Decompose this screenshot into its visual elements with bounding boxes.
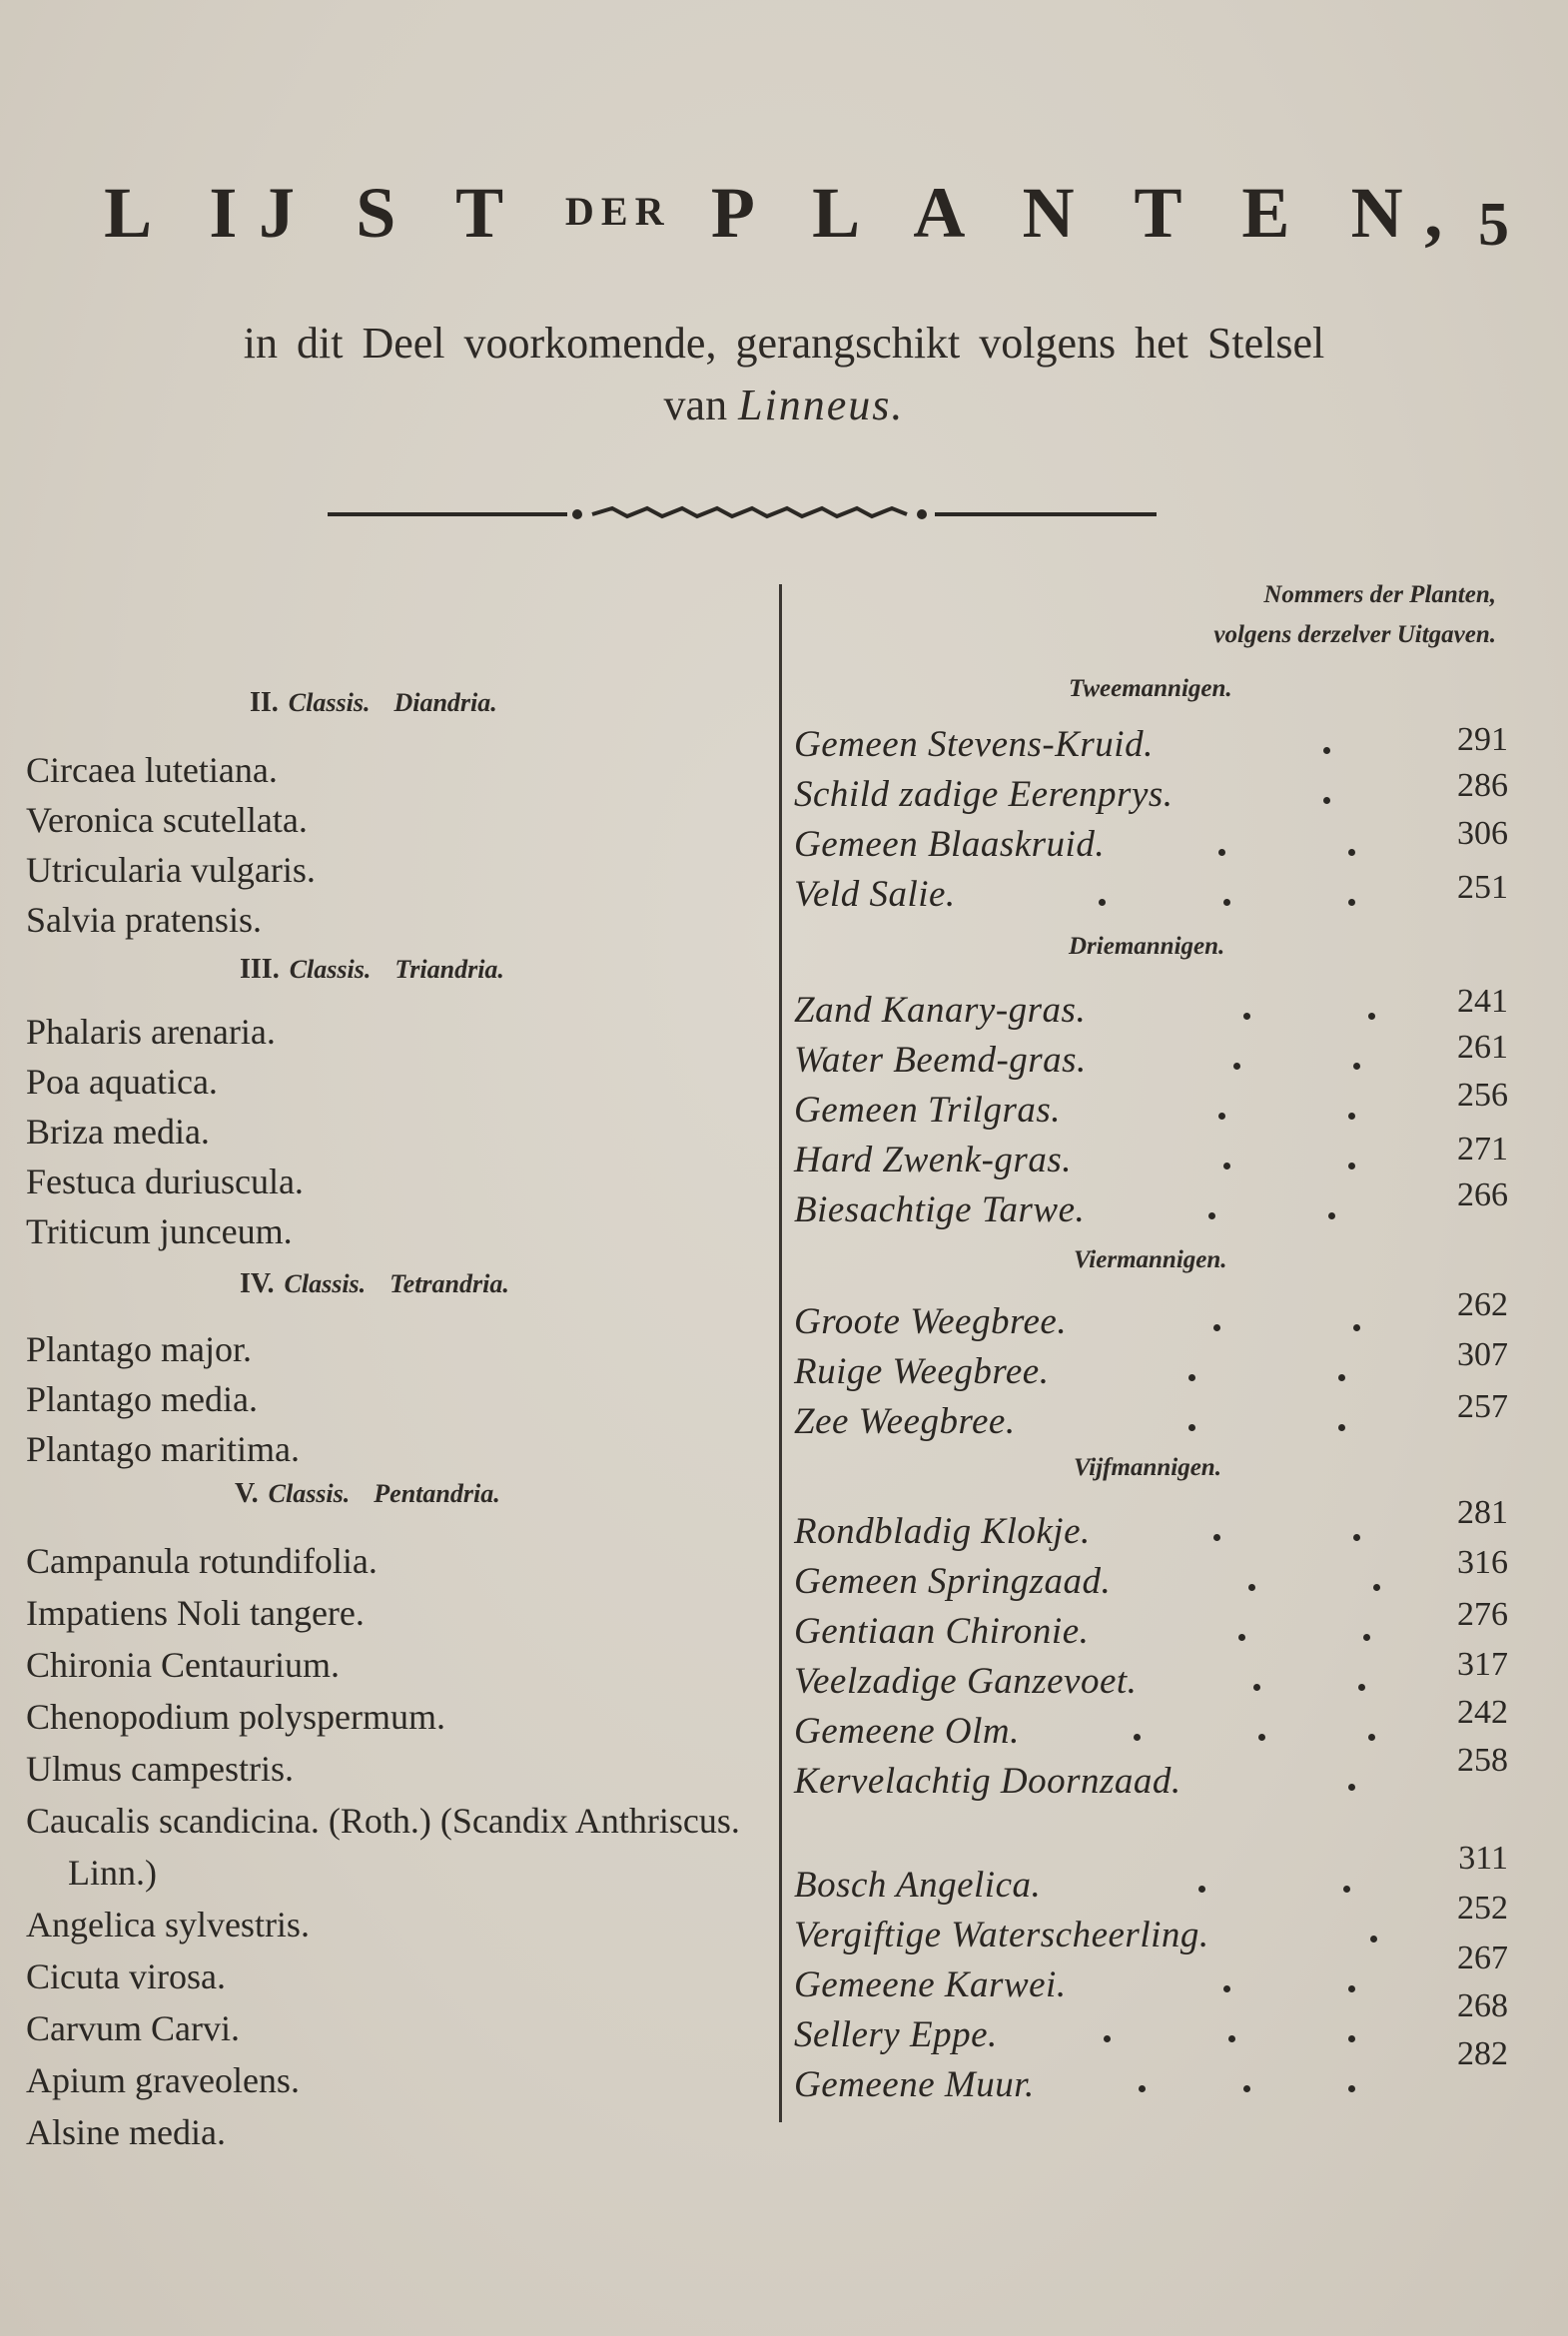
leader-dot <box>1213 1324 1220 1331</box>
class-heading: III. Classis. Triandria. <box>240 954 504 985</box>
page-title <box>0 172 1568 255</box>
leader-dot <box>1348 2085 1355 2092</box>
leader-dot <box>1188 1374 1195 1381</box>
leader-dot <box>1348 1985 1355 1992</box>
dutch-name: Ruige Weegbree. <box>794 1351 1050 1392</box>
leader-dot <box>1248 1584 1255 1591</box>
plant-number: 242 <box>1457 1694 1508 1731</box>
leader-dot <box>1323 797 1330 804</box>
leader-dot <box>1338 1424 1345 1431</box>
dutch-name: Gentiaan Chironie. <box>794 1611 1090 1652</box>
leader-dot <box>1233 1063 1240 1070</box>
plant-number: 252 <box>1457 1890 1508 1927</box>
leader-dot <box>1363 1634 1370 1641</box>
title-part-planten: P L A N T E N, <box>710 173 1464 253</box>
dutch-name: Gemeen Trilgras. <box>794 1090 1061 1131</box>
plant-number: 282 <box>1457 2035 1508 2072</box>
class-heading: II. Classis. Diandria. <box>250 687 497 718</box>
leader-dot <box>1228 2035 1235 2042</box>
plant-number: 262 <box>1457 1286 1508 1323</box>
subtitle-van: van <box>663 381 728 429</box>
dutch-name: Vergiftige Waterscheerling. <box>794 1915 1209 1955</box>
subtitle-linneus: Linneus. <box>738 381 905 429</box>
latin-name: Briza media. <box>26 1112 210 1152</box>
leader-dot <box>1353 1063 1360 1070</box>
latin-name: Caucalis scandicina. (Roth.) (Scandix Anthriscus. <box>26 1801 740 1841</box>
leader-dot <box>1139 2085 1146 2092</box>
latin-name: Plantago media. <box>26 1379 258 1419</box>
leader-dot <box>1134 1734 1141 1741</box>
leader-dot <box>1258 1734 1265 1741</box>
dutch-name: Veelzadige Ganzevoet. <box>794 1661 1138 1702</box>
leader-dot <box>1238 1634 1245 1641</box>
leader-dot <box>1328 1212 1335 1219</box>
leader-dot <box>1368 1734 1375 1741</box>
leader-dot <box>1348 1784 1355 1791</box>
leader-dot <box>1188 1424 1195 1431</box>
dutch-name: Water Beemd-gras. <box>794 1040 1087 1081</box>
title-part-lijst: L IJ S T <box>104 173 525 253</box>
subtitle-line-1: in dit Deel voorkomende, gerangschikt volgens het Stelsel <box>243 319 1325 368</box>
dutch-name: Gemeen Springzaad. <box>794 1561 1112 1602</box>
latin-name: Phalaris arenaria. <box>26 1012 276 1052</box>
latin-name: Impatiens Noli tangere. <box>26 1593 365 1633</box>
page-number: 5 <box>1478 191 1509 259</box>
plant-number: 268 <box>1457 1987 1508 2024</box>
dutch-name: Veld Salie. <box>794 874 956 915</box>
leader-dot <box>1353 1324 1360 1331</box>
plant-number: 271 <box>1457 1131 1508 1168</box>
ornamental-divider <box>328 499 1157 529</box>
latin-name: Circaea lutetiana. <box>26 750 278 790</box>
leader-dot <box>1368 1013 1375 1020</box>
leader-dot <box>1198 1886 1205 1893</box>
numbers-header-line-1: Nommers der Planten, <box>1263 581 1496 608</box>
group-heading: Tweemannigen. <box>1069 675 1232 702</box>
latin-name: Plantago maritima. <box>26 1429 300 1469</box>
group-heading: Driemannigen. <box>1069 933 1225 960</box>
plant-number: 317 <box>1457 1646 1508 1683</box>
leader-dot <box>1370 1936 1377 1943</box>
subtitle-line-2 <box>0 380 1568 430</box>
plant-number: 286 <box>1457 767 1508 804</box>
latin-name: Apium graveolens. <box>26 2060 300 2100</box>
dutch-name: Gemeene Karwei. <box>794 1964 1067 2005</box>
leader-dot <box>1358 1684 1365 1691</box>
plant-number: 256 <box>1457 1077 1508 1114</box>
dutch-name: Sellery Eppe. <box>794 2014 998 2055</box>
column-divider <box>779 584 782 2122</box>
dutch-name: Gemeen Blaaskruid. <box>794 824 1106 865</box>
dutch-name: Zand Kanary-gras. <box>794 990 1087 1031</box>
plant-number: 291 <box>1457 721 1508 758</box>
plant-number: 257 <box>1457 1388 1508 1425</box>
leader-dot <box>1104 2035 1111 2042</box>
dutch-name: Biesachtige Tarwe. <box>794 1189 1086 1230</box>
dutch-name: Kervelachtig Doornzaad. <box>794 1761 1181 1802</box>
plant-number: 261 <box>1457 1029 1508 1066</box>
leader-dot <box>1348 849 1355 856</box>
leader-dot <box>1373 1584 1380 1591</box>
numbers-header-line-2: volgens derzelver Uitgaven. <box>1213 621 1496 648</box>
latin-name: Veronica scutellata. <box>26 800 308 840</box>
title-part-der: DER <box>564 189 671 234</box>
leader-dot <box>1353 1534 1360 1541</box>
dutch-name: Groote Weegbree. <box>794 1301 1068 1342</box>
dutch-name: Gemeene Olm. <box>794 1711 1020 1752</box>
dutch-name: Gemeene Muur. <box>794 2064 1035 2105</box>
latin-name: Cicuta virosa. <box>26 1956 226 1996</box>
latin-name: Festuca duriuscula. <box>26 1162 304 1201</box>
latin-name: Ulmus campestris. <box>26 1749 294 1789</box>
latin-name: Plantago major. <box>26 1329 252 1369</box>
dutch-name: Bosch Angelica. <box>794 1865 1042 1906</box>
plant-number: 251 <box>1457 869 1508 906</box>
leader-dot <box>1343 1886 1350 1893</box>
group-heading: Vijfmannigen. <box>1074 1454 1221 1481</box>
leader-dot <box>1218 849 1225 856</box>
leader-dot <box>1208 1212 1215 1219</box>
leader-dot <box>1213 1534 1220 1541</box>
leader-dot <box>1218 1113 1225 1120</box>
dutch-name: Gemeen Stevens-Kruid. <box>794 724 1154 765</box>
leader-dot <box>1323 747 1330 754</box>
leader-dot <box>1253 1684 1260 1691</box>
group-heading: Viermannigen. <box>1074 1246 1227 1273</box>
leader-dot <box>1223 1985 1230 1992</box>
dutch-name: Rondbladig Klokje. <box>794 1511 1091 1552</box>
latin-name: Alsine media. <box>26 2112 226 2152</box>
latin-name: Salvia pratensis. <box>26 900 262 940</box>
plant-number: 241 <box>1457 983 1508 1020</box>
dutch-name: Hard Zwenk-gras. <box>794 1140 1072 1180</box>
latin-name: Chironia Centaurium. <box>26 1645 340 1685</box>
plant-number: 307 <box>1457 1336 1508 1373</box>
plant-number: 276 <box>1457 1596 1508 1633</box>
leader-dot <box>1348 1163 1355 1169</box>
leader-dot <box>1243 1013 1250 1020</box>
class-heading: IV. Classis. Tetrandria. <box>240 1268 509 1299</box>
leader-dot <box>1243 2085 1250 2092</box>
plant-number: 316 <box>1457 1544 1508 1581</box>
leader-dot <box>1099 899 1106 906</box>
latin-name: Chenopodium polyspermum. <box>26 1697 445 1737</box>
plant-number: 266 <box>1457 1176 1508 1213</box>
class-heading: V. Classis. Pentandria. <box>235 1478 500 1509</box>
dutch-name: Zee Weegbree. <box>794 1401 1016 1442</box>
leader-dot <box>1348 899 1355 906</box>
latin-name: Triticum junceum. <box>26 1211 293 1251</box>
leader-dot <box>1223 1163 1230 1169</box>
latin-name: Carvum Carvi. <box>26 2008 240 2048</box>
plant-number: 281 <box>1457 1494 1508 1531</box>
leader-dot <box>1338 1374 1345 1381</box>
latin-name: Utricularia vulgaris. <box>26 850 316 890</box>
latin-name: Poa aquatica. <box>26 1062 218 1102</box>
plant-number: 258 <box>1457 1742 1508 1779</box>
leader-dot <box>1348 1113 1355 1120</box>
latin-name: Linn.) <box>68 1853 157 1893</box>
latin-name: Angelica sylvestris. <box>26 1905 310 1945</box>
leader-dot <box>1223 899 1230 906</box>
latin-name: Campanula rotundifolia. <box>26 1541 378 1581</box>
plant-number: 267 <box>1457 1940 1508 1976</box>
plant-number: 306 <box>1457 815 1508 852</box>
leader-dot <box>1348 2035 1355 2042</box>
plant-number: 311 <box>1458 1840 1508 1877</box>
dutch-name: Schild zadige Eerenprys. <box>794 774 1174 815</box>
